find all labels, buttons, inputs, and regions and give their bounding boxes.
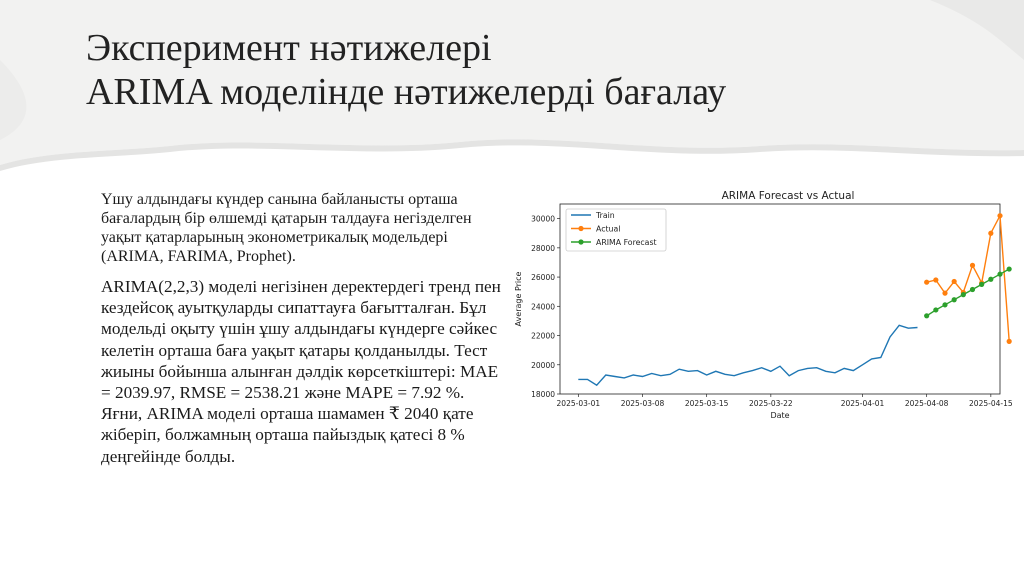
data-point-actual: [1007, 339, 1012, 344]
chart-title: ARIMA Forecast vs Actual: [721, 190, 855, 202]
legend-marker-actual: [578, 226, 583, 231]
data-point-actual: [970, 263, 975, 268]
data-point-actual: [942, 291, 947, 296]
data-point-forecast: [961, 292, 966, 297]
x-tick-label: 2025-03-08: [620, 399, 665, 408]
data-point-actual: [924, 280, 929, 285]
body-text: [101, 190, 501, 467]
data-point-forecast: [997, 272, 1002, 277]
data-point-forecast: [979, 282, 984, 287]
title-line-1: Эксперимент нәтижелері: [86, 27, 492, 69]
data-point-forecast: [952, 297, 957, 302]
y-tick-label: 18000: [531, 390, 555, 399]
arima-chart: [508, 182, 1013, 427]
legend-label-forecast: ARIMA Forecast: [596, 238, 657, 247]
x-tick-label: 2025-03-22: [749, 399, 793, 408]
y-tick-label: 20000: [531, 360, 555, 370]
data-point-actual: [997, 213, 1002, 218]
legend-label-actual: Actual: [596, 224, 621, 234]
paragraph-results: ARIMA(2,2,3) моделі негізінен деректердегі тренд пен кездейсоқ ауытқуларды сипаттауға бағытталған. Бұл модельді оқыту үшін ұшу алдындағы күндерге сәйкес келетін орташа баға уақыт қатары қолданылды. Тест жиыны бойынша алынған дәлдік көрсеткіштері: MAE = 2039.97, RMSE = 2538.21 және MAPE = 7.92 %. Яғни, ARIMA моделі орташа шамамен ₹ 2040 қате жіберіп, болжамның орташа пайыздық қатесі 8 % деңгейінде болды.: [101, 277, 501, 466]
y-tick-label: 30000: [531, 214, 555, 224]
data-point-actual: [988, 231, 993, 236]
data-point-forecast: [988, 277, 993, 282]
slide-title: [86, 26, 726, 114]
y-tick-label: 26000: [531, 273, 555, 283]
paragraph-models: Үшу алдындағы күндер санына байланысты орташа бағалардың бір өлшемді қатарын талдауға негізделген уақыт қатарларының эконометрикалық модельдері (ARIMA, FARIMA, Prophet).: [101, 191, 472, 265]
legend: [566, 209, 666, 251]
legend-label-train: Train: [596, 211, 615, 220]
x-tick-label: 2025-03-15: [684, 399, 729, 408]
y-tick-label: 28000: [531, 243, 555, 253]
data-point-forecast: [970, 287, 975, 292]
legend-marker-forecast: [578, 239, 583, 244]
title-line-2: ARIMA моделінде нәтижелерді бағалау: [86, 71, 727, 113]
y-tick-label: 24000: [531, 302, 555, 312]
data-point-forecast: [933, 307, 938, 312]
x-tick-label: 2025-04-01: [840, 399, 885, 408]
data-point-forecast: [1007, 266, 1012, 271]
x-tick-label: 2025-03-01: [556, 399, 601, 408]
data-point-actual: [933, 277, 938, 282]
x-tick-label: 2025-04-15: [969, 399, 1013, 408]
data-point-forecast: [942, 302, 947, 307]
x-tick-label: 2025-04-08: [904, 399, 949, 408]
x-axis-label: Date: [770, 411, 790, 420]
data-point-forecast: [924, 313, 929, 318]
y-tick-label: 22000: [531, 331, 555, 341]
y-axis-label: Average Price: [514, 271, 523, 327]
data-point-actual: [952, 279, 957, 284]
